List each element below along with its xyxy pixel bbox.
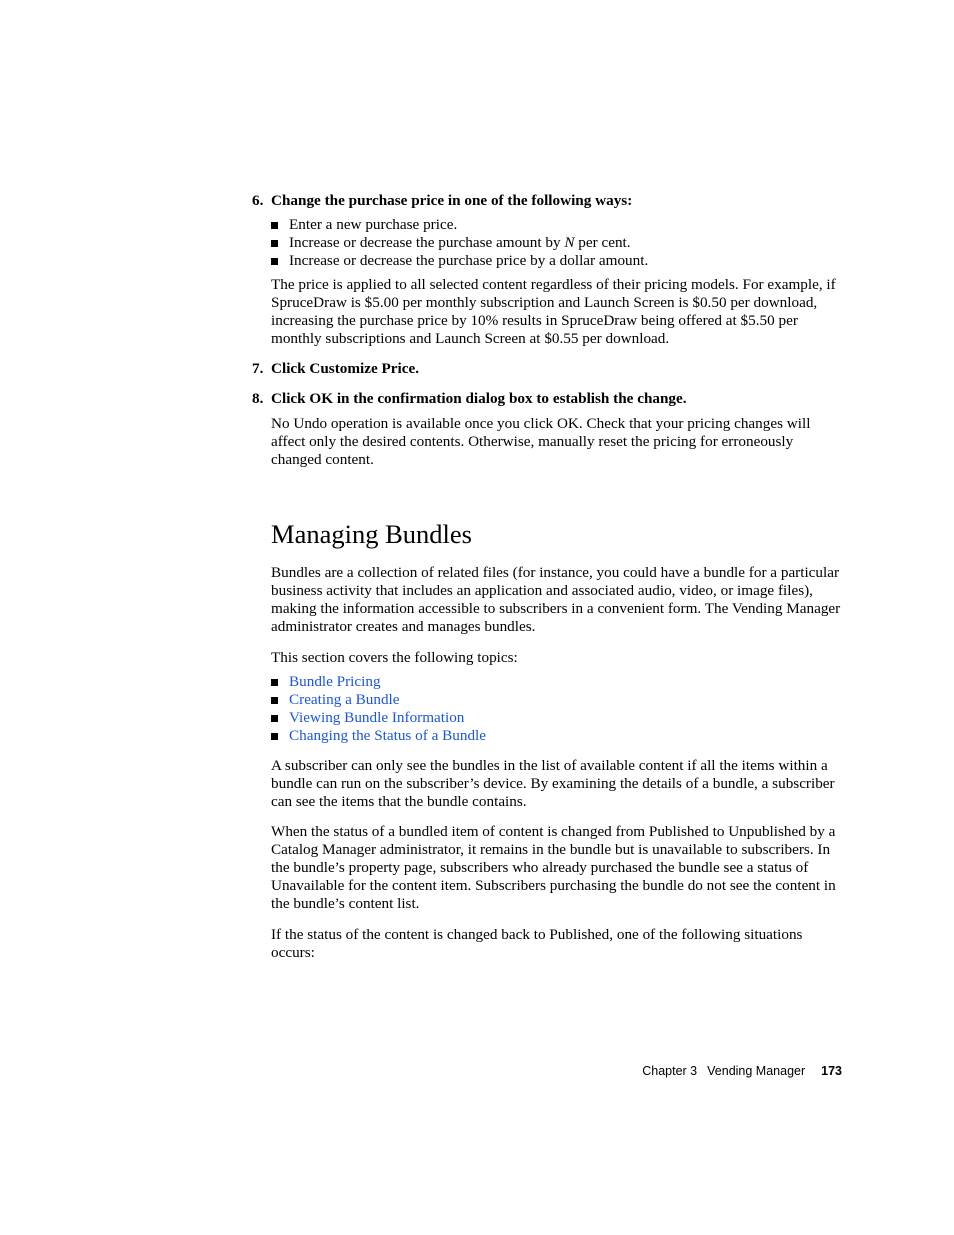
step-8 — [252, 390, 843, 408]
link-bundle-pricing[interactable]: Bundle Pricing — [289, 673, 381, 690]
footer-title: Vending Manager — [707, 1064, 806, 1078]
link-viewing-bundle-info[interactable]: Viewing Bundle Information — [289, 709, 465, 726]
list-item: Increase or decrease the purchase price by a dollar amount. — [271, 252, 843, 270]
topics-intro: This section covers the following topics: — [271, 649, 518, 666]
list-item — [271, 727, 843, 745]
step-text: Click Customize Price. — [271, 360, 420, 377]
page-content — [252, 192, 843, 962]
list-item: Enter a new purchase price. — [271, 216, 843, 234]
bundles-intro: Bundles are a collection of related files (for instance, you could have a bundle for a particular business activity that includes an application and associated audio, video, or image files), making the information accessible to subscribers in a convenient form. The Vending Manager administrator creates and manages bundles. — [271, 564, 841, 635]
list-item — [271, 709, 843, 727]
pricing-explanation: The price is applied to all selected content regardless of their pricing models. For example, if SpruceDraw is $5.00 per monthly subscription and Launch Screen is $0.50 per download, increasing the purchase price by 10% results in SpruceDraw being offered at $5.50 per monthly subscriptions and Launch Screen at $0.55 per download. — [271, 276, 836, 347]
link-changing-bundle-status[interactable]: Changing the Status of a Bundle — [289, 727, 486, 744]
visibility-paragraph: A subscriber can only see the bundles in the list of available content if all the items within a bundle can run on the subscriber’s device. By examining the details of a bundle, a subscriber can see the items that the bundle contains. — [271, 757, 835, 810]
link-creating-bundle[interactable]: Creating a Bundle — [289, 691, 400, 708]
variable-n: N — [564, 234, 575, 251]
bullet-square-icon — [271, 679, 278, 686]
status-change-paragraph: When the status of a bundled item of content is changed from Published to Unpublished by a Catalog Manager administrator, it remains in the bundle but is unavailable to subscribers. In the bundle’s property page, subscribers who already purchased the bundle see a status of Unavailable for the content item. Subscribers purchasing the bundle do not see the content in the bundle’s content list. — [271, 823, 836, 912]
step-6 — [252, 192, 843, 210]
page-number: 173 — [821, 1064, 842, 1078]
step-text: Click OK in the confirmation dialog box to establish the change. — [271, 390, 687, 407]
footer-chapter: Chapter 3 — [642, 1064, 698, 1078]
list-item — [271, 691, 843, 709]
bullet-square-icon — [271, 697, 278, 704]
bullet-square-icon — [271, 240, 278, 247]
step-number: 8. — [252, 390, 264, 407]
topics-list — [271, 673, 843, 745]
bullet-square-icon — [271, 733, 278, 740]
bullet-square-icon — [271, 715, 278, 722]
republish-paragraph: If the status of the content is changed back to Published, one of the following situations occurs: — [271, 926, 803, 961]
page-footer — [642, 1064, 842, 1078]
step-number: 7. — [252, 360, 264, 377]
bullet-square-icon — [271, 258, 278, 265]
price-options-list — [271, 216, 843, 270]
undo-note: No Undo operation is available once you click OK. Check that your pricing changes will affect only the desired contents. Otherwise, manually reset the pricing for erroneously changed content. — [271, 415, 811, 468]
list-item — [271, 673, 843, 691]
list-item: Increase or decrease the purchase amount by N per cent. — [271, 234, 843, 252]
step-7 — [252, 360, 843, 378]
step-text: Change the purchase price in one of the following ways: — [271, 192, 633, 209]
section-heading: Managing Bundles — [271, 519, 472, 549]
bullet-square-icon — [271, 222, 278, 229]
step-number: 6. — [252, 192, 264, 209]
